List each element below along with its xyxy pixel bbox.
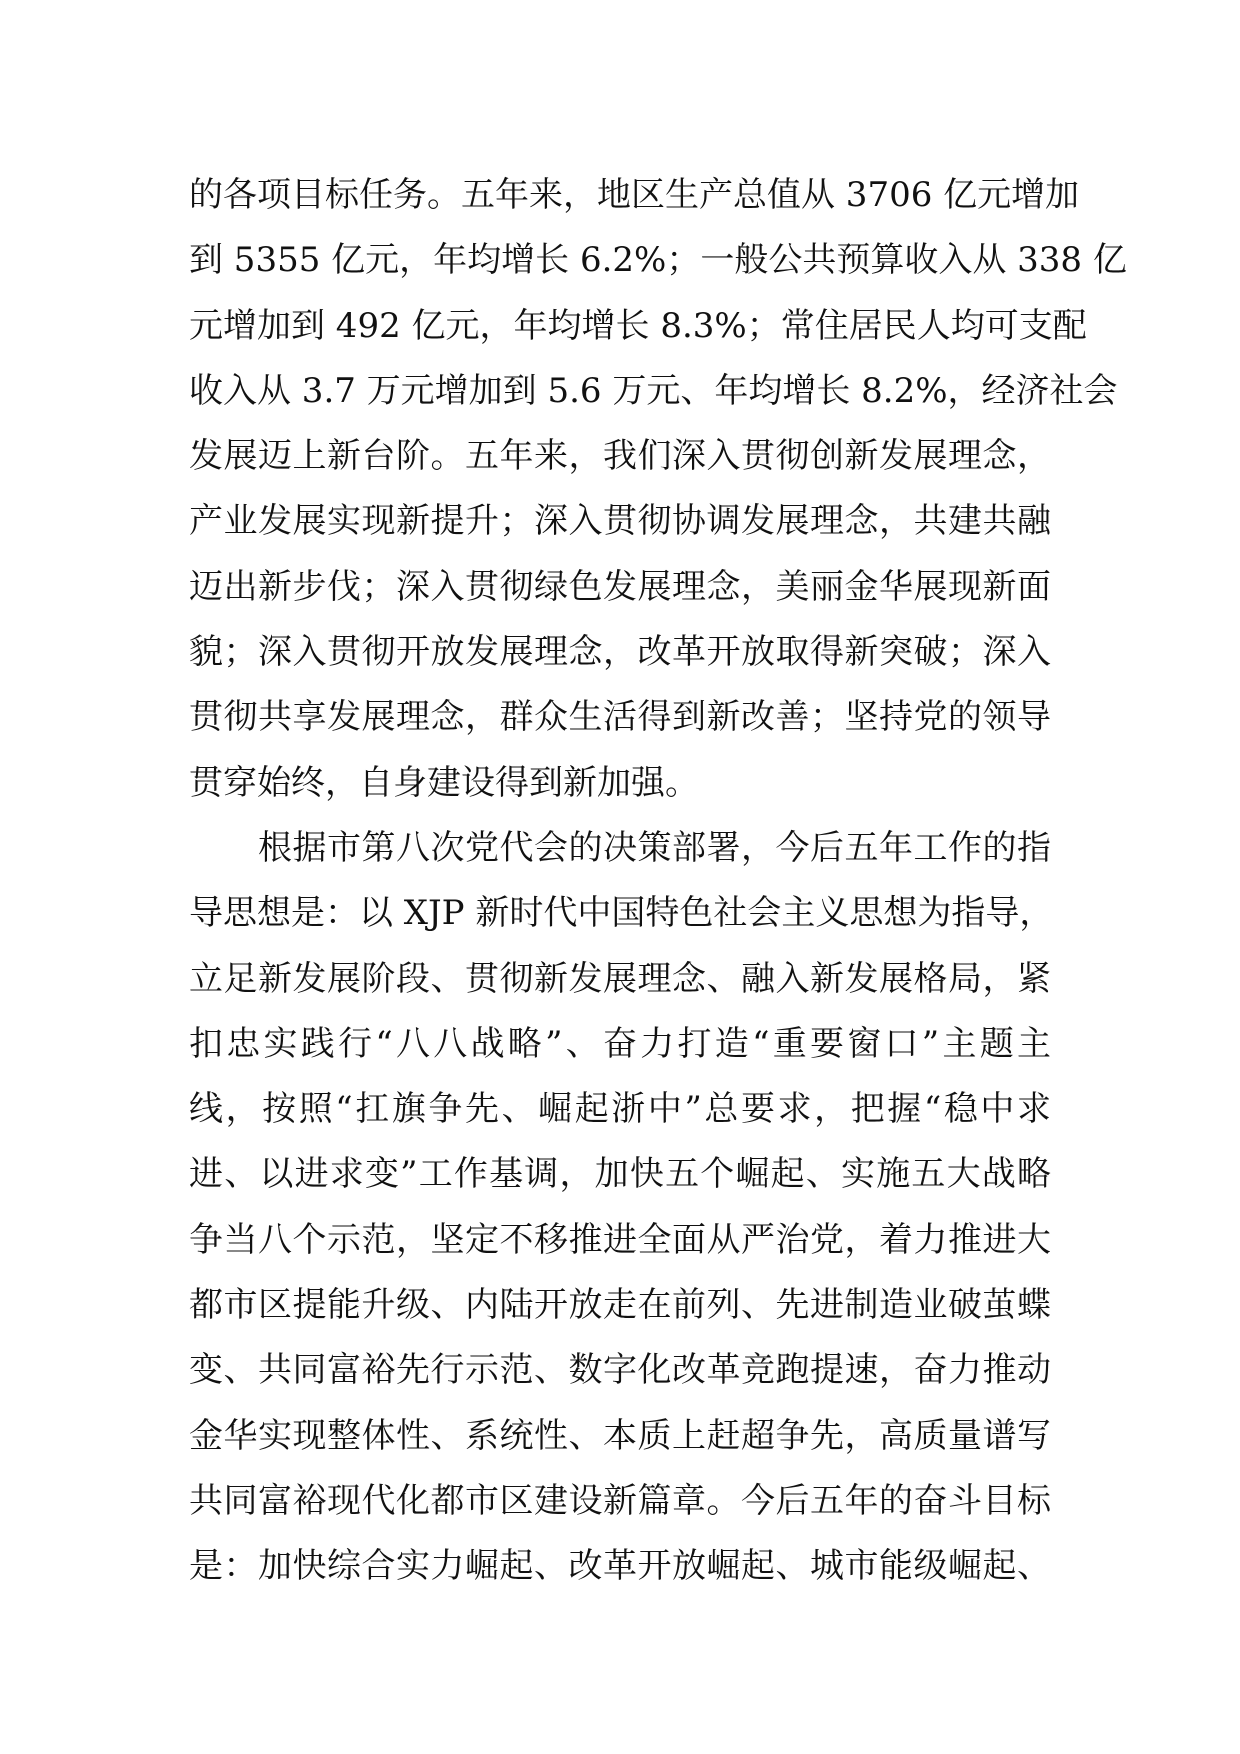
document-page xyxy=(189,163,1127,1600)
text-line: 是：加快综合实力崛起、改革开放崛起、城市能级崛起、 xyxy=(189,1546,1051,1587)
text-line: 共同富裕现代化都市区建设新篇章。今后五年的奋斗目标 xyxy=(189,1480,1051,1521)
text-line: 导思想是：以 XJP 新时代中国特色社会主义思想为指导， xyxy=(189,893,1054,934)
text-line: 迈出新步伐；深入贯彻绿色发展理念，美丽金华展现新面 xyxy=(189,566,1051,607)
paragraph-2 xyxy=(189,816,1054,1600)
text-line: 立足新发展阶段、贯彻新发展理念、融入新发展格局，紧 xyxy=(189,958,1051,999)
text-line: 都市区提能升级、内陆开放走在前列、先进制造业破茧蝶 xyxy=(189,1285,1051,1326)
paragraph-1 xyxy=(189,163,1127,816)
text-line: 争当八个示范，坚定不移推进全面从严治党，着力推进大 xyxy=(189,1219,1051,1260)
text-line: 到 5355 亿元，年均增长 6.2%；一般公共预算收入从 338 亿 xyxy=(189,240,1127,281)
text-line: 根据市第八次党代会的决策部署，今后五年工作的指 xyxy=(189,827,1051,868)
text-line: 贯穿始终，自身建设得到新加强。 xyxy=(189,762,699,803)
text-line: 收入从 3.7 万元增加到 5.6 万元、年均增长 8.2%，经济社会 xyxy=(189,370,1118,411)
text-line: 产业发展实现新提升；深入贯彻协调发展理念，共建共融 xyxy=(189,501,1051,542)
text-line: 的各项目标任务。五年来，地区生产总值从 3706 亿元增加 xyxy=(189,175,1080,215)
text-line: 变、共同富裕先行示范、数字化改革竞跑提速，奋力推动 xyxy=(189,1350,1051,1391)
text-line: 元增加到 492 亿元，年均增长 8.3%；常住居民人均可支配 xyxy=(189,305,1087,346)
text-line: 线，按照“扛旗争先、崛起浙中”总要求，把握“稳中求 xyxy=(189,1089,1051,1130)
text-line: 扣忠实践行“八八战略”、奋力打造“重要窗口”主题主 xyxy=(189,1023,1051,1064)
text-line: 发展迈上新台阶。五年来，我们深入贯彻创新发展理念， xyxy=(189,436,1051,477)
text-line: 进、以进求变”工作基调，加快五个崛起、实施五大战略 xyxy=(189,1154,1051,1195)
text-line: 貌；深入贯彻开放发展理念，改革开放取得新突破；深入 xyxy=(189,632,1051,673)
text-line: 金华实现整体性、系统性、本质上赶超争先，高质量谱写 xyxy=(189,1415,1051,1456)
text-line: 贯彻共享发展理念，群众生活得到新改善；坚持党的领导 xyxy=(189,697,1051,738)
